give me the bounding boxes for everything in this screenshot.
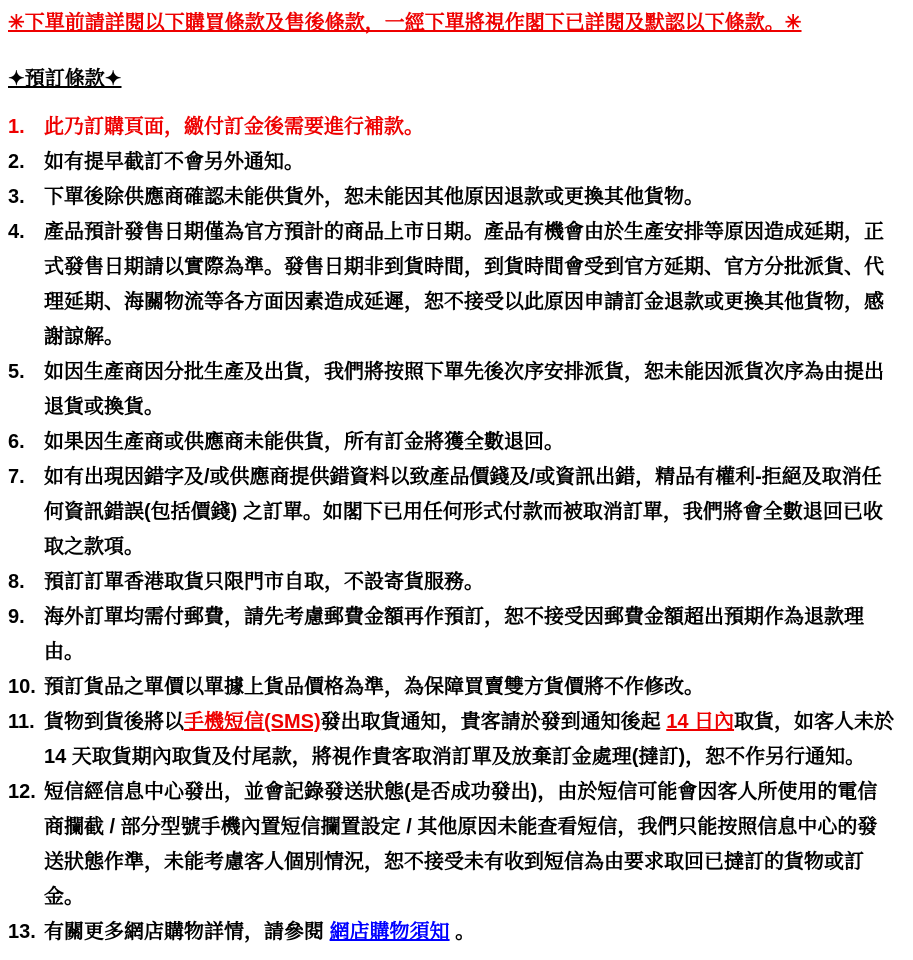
term-text-segment: 手機短信(SMS) (184, 711, 321, 733)
term-text-segment: 如因生產商因分批生產及出貨，我們將按照下單先後次序安排派貨，恕未能因派貨次序為由提出退貨或換貨。 (44, 361, 884, 418)
term-text-segment: 預訂貨品之單價以單據上貨品價格為準，為保障買賣雙方貨價將不作修改。 (44, 676, 704, 698)
term-number: 1. (8, 116, 25, 138)
term-item-13 (8, 915, 895, 950)
terms-list (8, 110, 895, 950)
term-number: 13. (8, 921, 36, 943)
term-text-segment: 發出取貨通知，貴客請於發到通知後起 (320, 711, 667, 733)
term-item-2 (8, 145, 895, 180)
purchase-notice-banner: ✳下單前請詳閱以下購買條款及售後條款，一經下單將視作閣下已詳閱及默認以下條款。✳ (8, 12, 802, 34)
term-text-segment: 預訂訂單香港取貨只限門市自取，不設寄貨服務。 (44, 571, 484, 593)
term-item-4 (8, 215, 895, 355)
term-number: 4. (8, 221, 25, 243)
term-item-12 (8, 775, 895, 915)
term-item-5 (8, 355, 895, 425)
preorder-terms-title: ✦預訂條款✦ (8, 68, 122, 90)
term-text-segment: 短信經信息中心發出，並會記錄發送狀態(是否成功發出)，由於短信可能會因客人所使用的電信商攔截 / 部分型號手機內置短信攔置設定 / 其他原因未能查看短信，我們只能按照信息中心的發送狀態作準，未能考慮客人個別情況，恕不接受未有收到短信為由要求取回已撻訂的貨物或訂金。 (44, 781, 878, 908)
term-item-1 (8, 110, 895, 145)
term-item-3 (8, 180, 895, 215)
term-text-segment: 。 (449, 921, 476, 943)
term-text-segment: 如果因生產商或供應商未能供貨，所有訂金將獲全數退回。 (44, 431, 564, 453)
term-number: 5. (8, 361, 25, 383)
term-number: 9. (8, 606, 25, 628)
term-item-11 (8, 705, 895, 775)
term-text-segment: 下單後除供應商確認未能供貨外，恕未能因其他原因退款或更換其他貨物。 (44, 186, 704, 208)
term-text-segment: 取貨，如客人未於 14 天取貨期內取貨及付尾款，將視作貴客取消訂單及放棄訂金處理(撻訂)，恕不作另行通知。 (44, 711, 895, 768)
term-number: 11. (8, 711, 35, 733)
term-number: 7. (8, 466, 25, 488)
term-text-segment: 此乃訂購頁面，繳付訂金後需要進行補款。 (44, 116, 424, 138)
term-text-segment: 貨物到貨後將以 (44, 711, 184, 733)
term-text-segment: 如有提早截訂不會另外通知。 (44, 151, 304, 173)
term-number: 8. (8, 571, 25, 593)
shop-guide-link[interactable]: 網店購物須知 (329, 921, 450, 943)
term-number: 2. (8, 151, 25, 173)
term-item-9 (8, 600, 895, 670)
term-text-segment: 如有出現因錯字及/或供應商提供錯資料以致產品價錢及/或資訊出錯，精品有權利-拒絕及取消任何資訊錯誤(包括價錢) 之訂單。如閣下已用任何形式付款而被取消訂單，我們將會全數退回已收取之款項。 (44, 466, 883, 558)
term-item-7 (8, 460, 895, 565)
term-number: 3. (8, 186, 25, 208)
term-text-segment: 有關更多網店購物詳情，請參閱 (44, 921, 330, 943)
term-text-segment: 海外訂單均需付郵費，請先考慮郵費金額再作預訂，恕不接受因郵費金額超出預期作為退款理由。 (44, 606, 864, 663)
term-text-segment: 14 日內 (666, 711, 735, 733)
term-item-8 (8, 565, 895, 600)
term-number: 6. (8, 431, 25, 453)
term-number: 12. (8, 781, 36, 803)
term-text-segment: 產品預計發售日期僅為官方預計的商品上市日期。產品有機會由於生產安排等原因造成延期，正式發售日期請以實際為準。發售日期非到貨時間，到貨時間會受到官方延期、官方分批派貨、代理延期、海關物流等各方面因素造成延遲，恕不接受以此原因申請訂金退款或更換其他貨物，感謝諒解。 (44, 221, 884, 348)
term-item-10 (8, 670, 895, 705)
term-item-6 (8, 425, 895, 460)
term-number: 10. (8, 676, 36, 698)
